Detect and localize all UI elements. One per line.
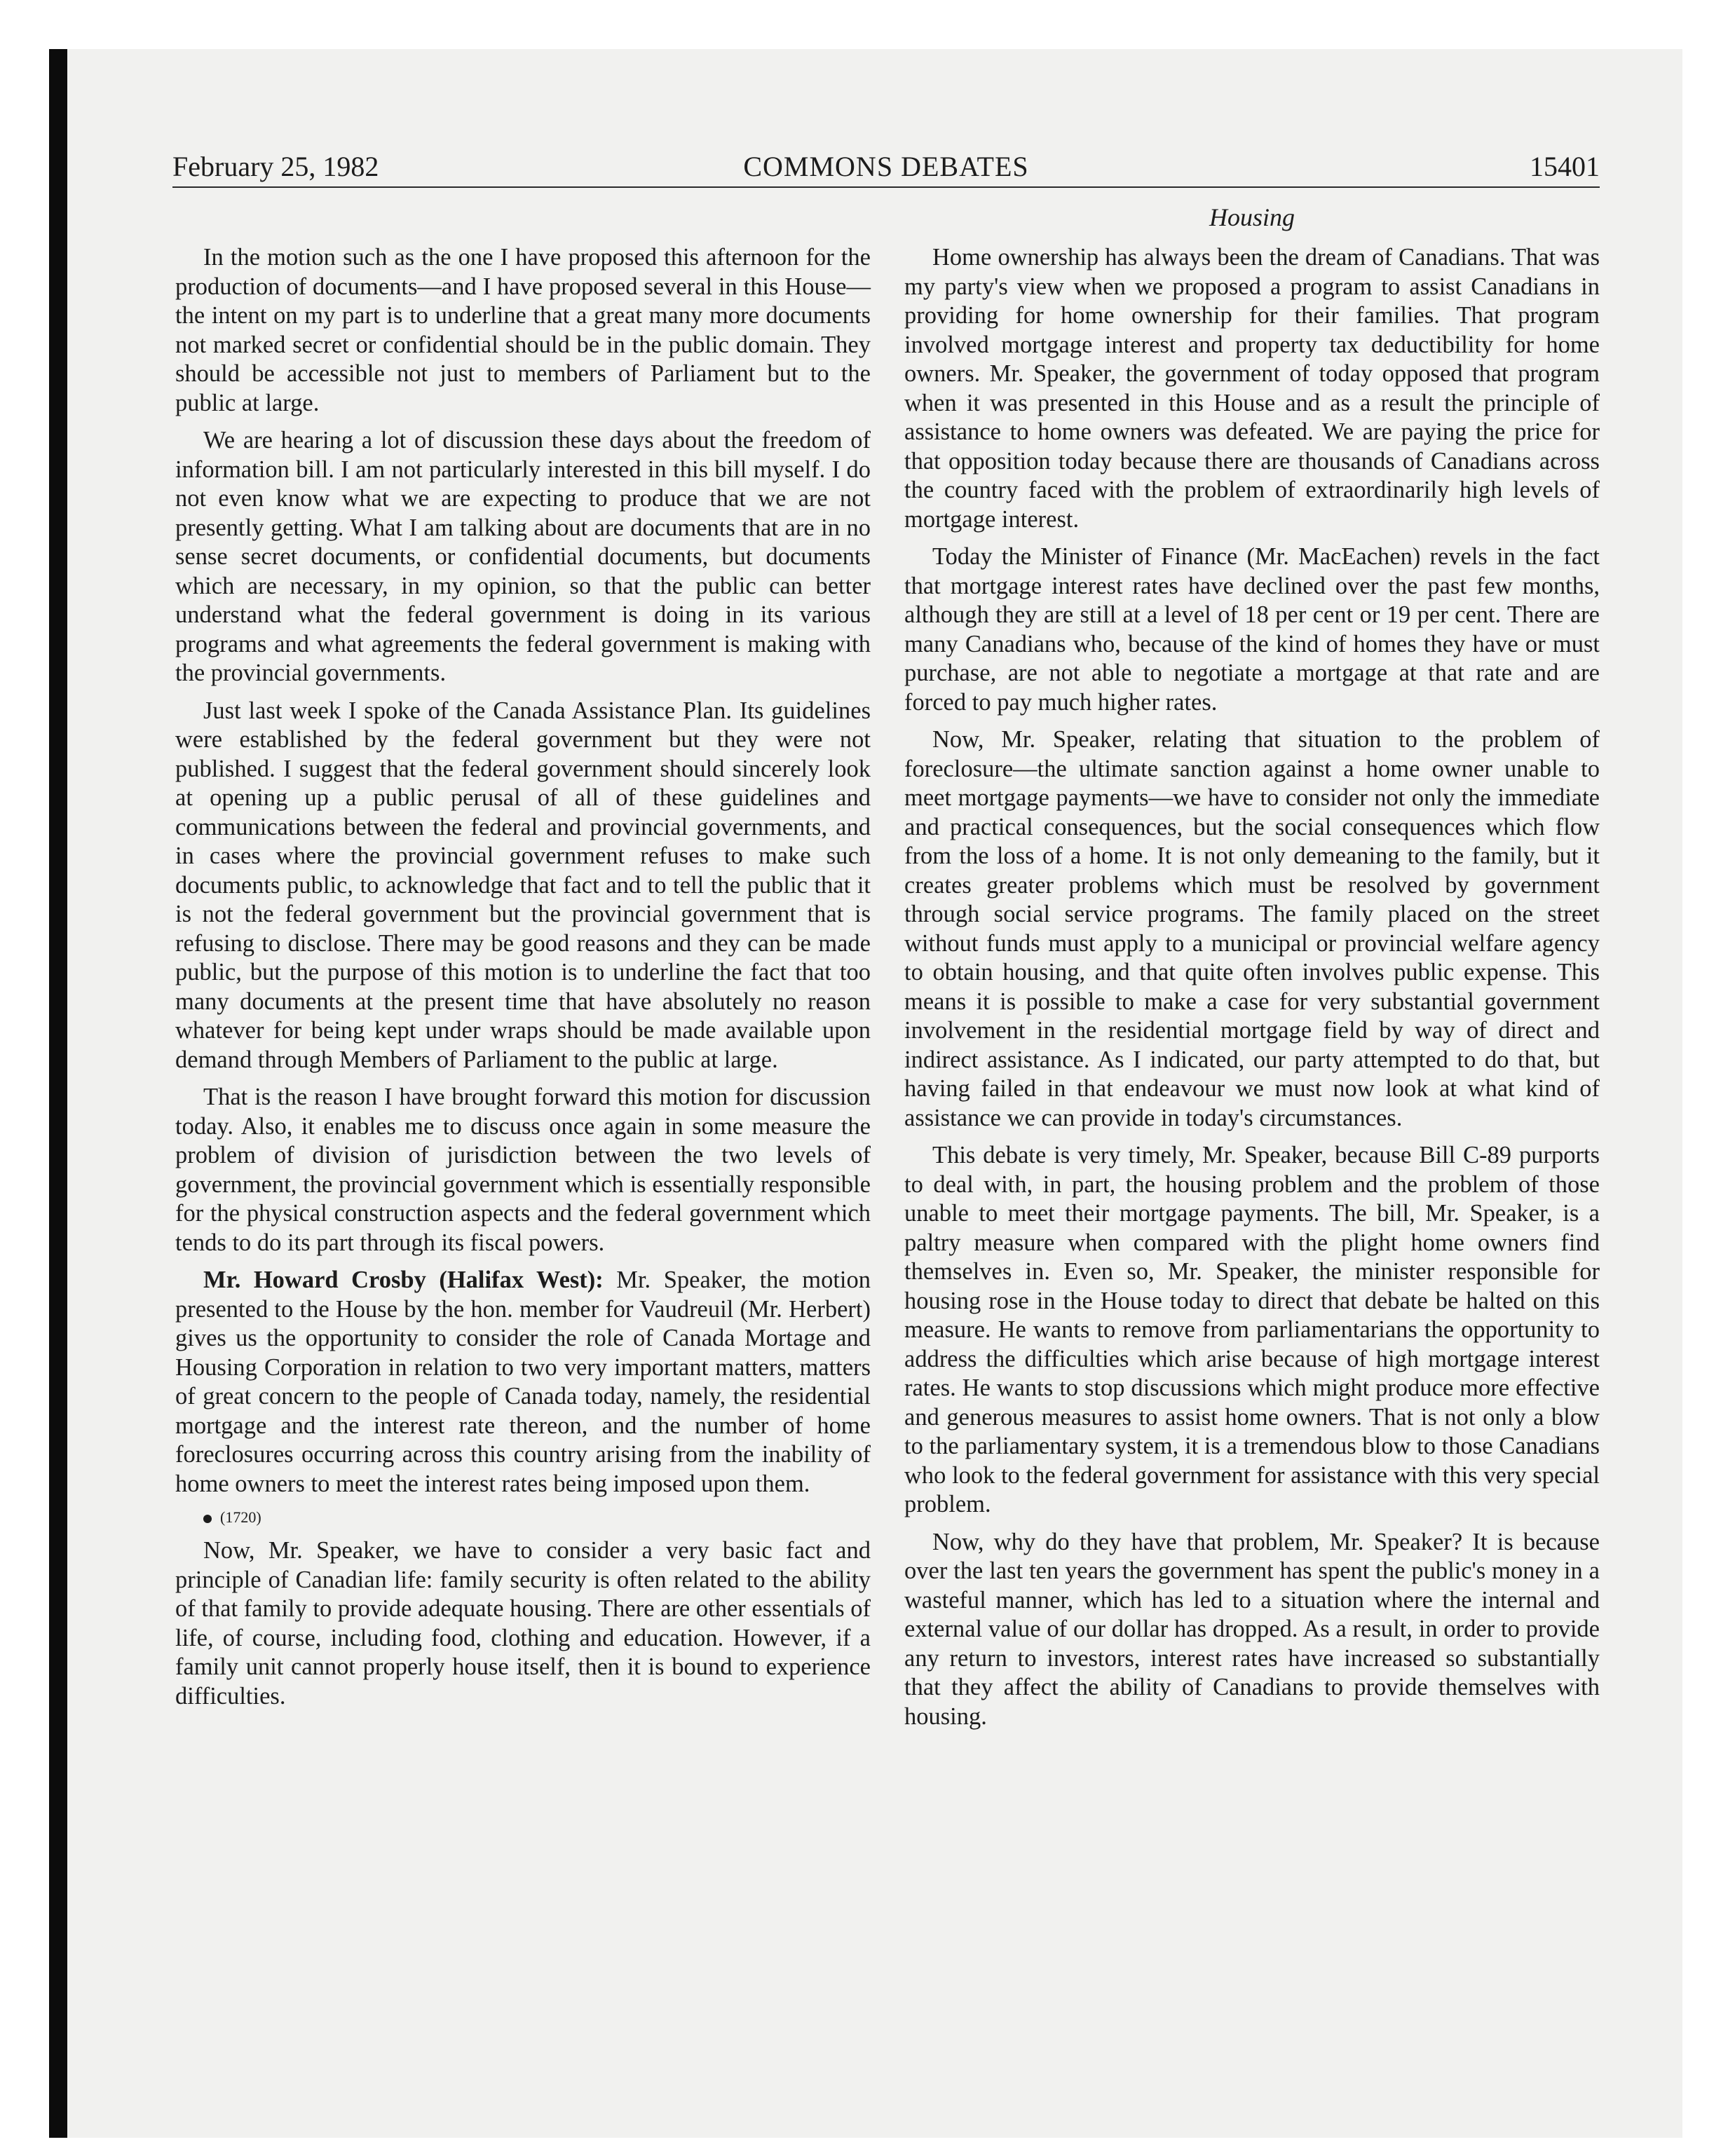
- header-rule: [172, 186, 1600, 188]
- paragraph: Just last week I spoke of the Canada Assistance Plan. Its guidelines were established by the federal government but they were not published. I suggest that the federal government should sincerely look at opening up a public perusal of all of these guidelines and communications between the federal and provincial governments, and in cases where the provincial government refuses to make such documents public, to acknowledge that fact and to tell the public that it is not the federal government but the provincial government that is refusing to disclose. There may be good reasons and they can be made public, but the purpose of this motion is to underline the fact that too many documents at the present time that have absolutely no reason whatever for being kept under wraps should be made available upon demand through Members of Parliament to the public at large.: [175, 697, 871, 1073]
- page-header: [172, 149, 1600, 185]
- timestamp-marker: [175, 1507, 871, 1528]
- timestamp: (1720): [220, 1508, 261, 1526]
- right-column: [904, 243, 1600, 1740]
- scan-binding-edge: [49, 49, 67, 2138]
- speaker-paragraph: [175, 1266, 871, 1499]
- paragraph: In the motion such as the one I have proposed this afternoon for the production of documents—and I have proposed several in this House—the intent on my part is to underline that a great many more documents not marked secret or confidential should be in the public domain. They should be accessible not just to members of Parliament but to the public at large.: [175, 244, 871, 416]
- paragraph: Now, Mr. Speaker, relating that situation to the problem of foreclosure—the ultimate sanction against a home owner unable to meet mortgage payments—we have to consider not only the immediate and practical consequences, but the social consequences which flow from the loss of a home. It is not only demeaning to the family, but it creates greater problems which must be resolved by government through social service programs. The family placed on the street without funds must apply to a municipal or provincial welfare agency to obtain housing, and that quite often involves public expense. This means it is possible to make a case for very substantial government involvement in the residential mortgage field by way of direct and indirect assistance. As I indicated, our party attempted to do that, but having failed in that endeavour we must now look at what kind of assistance we can provide in today's circumstances.: [904, 726, 1600, 1131]
- paragraph: Today the Minister of Finance (Mr. MacEachen) revels in the fact that mortgage interest rates have declined over the past few months, although they are still at a level of 18 per cent or 19 per cent. There are many Canadians who, because of the kind of homes they have or must purchase, are not able to negotiate a mortgage at that rate and are forced to pay much higher rates.: [904, 543, 1600, 716]
- header-title: COMMONS DEBATES: [743, 151, 1029, 182]
- paragraph: Now, Mr. Speaker, we have to consider a very basic fact and principle of Canadian life: family security is often related to the ability of that family to provide adequate housing. There are other essentials of life, of course, including food, clothing and education. However, if a family unit cannot properly house itself, then it is bound to experience difficulties.: [175, 1537, 871, 1710]
- speech-text: Mr. Speaker, the motion presented to the House by the hon. member for Vaudreuil (Mr. Herbert) gives us the opportunity to consider the role of Canada Mortage and Housing Corporation in relation to two very important matters, matters of great concern to the people of Canada today, namely, the residential mortgage and the interest rate thereon, and the number of home foreclosures occurring across this country arising from the inability of home owners to meet the interest rates being imposed upon them.: [175, 1267, 871, 1497]
- paragraph: We are hearing a lot of discussion these days about the freedom of information bill. I am not particularly interested in this bill myself. I do not even know what we are expecting to produce that we are not presently getting. What I am talking about are documents that are in no sense secret documents, or confidential documents, but documents which are necessary, in my opinion, so that the public can better understand what the federal government is doing in its various programs and what agreements the federal government is making with the provincial governments.: [175, 427, 871, 686]
- paragraph: Now, why do they have that problem, Mr. Speaker? It is because over the last ten years the government has spent the public's money in a wasteful manner, which has led to a situation where the internal and external value of our dollar has dropped. As a result, in order to provide any return to investors, interest rates have increased so substantially that they affect the ability of Canadians to provide themselves with housing.: [904, 1528, 1600, 1730]
- paragraph: That is the reason I have brought forward this motion for discussion today. Also, it enables me to discuss once again in some measure the problem of division of jurisdiction between the two levels of government, the provincial government which is essentially responsible for the physical construction aspects and the federal government which tends to do its part through its fiscal powers.: [175, 1084, 871, 1256]
- speaker-name: Mr. Howard Crosby (Halifax West):: [203, 1267, 604, 1293]
- header-page-number: 15401: [1530, 151, 1600, 182]
- paragraph: Home ownership has always been the dream of Canadians. That was my party's view when we proposed a program to assist Canadians in providing for home ownership for their families. That program involved mortgage interest and property tax deductibility for home owners. Mr. Speaker, the government of today opposed that program when it was presented in this House and as a result the principle of assistance to home owners was defeated. We are paying the price for that opposition today because there are thousands of Canadians across the country faced with the problem of extraordinarily high levels of mortgage interest.: [904, 244, 1600, 533]
- section-title: Housing: [1209, 203, 1295, 231]
- header-date: February 25, 1982: [172, 151, 379, 182]
- bullet-icon: [203, 1515, 212, 1523]
- paragraph: This debate is very timely, Mr. Speaker, because Bill C-89 purports to deal with, in part, the housing problem and the problem of those unable to meet their mortgage payments. The bill, Mr. Speaker, is a paltry measure when compared with the plight home owners find themselves in. Even so, Mr. Speaker, the minister responsible for housing rose in the House today to direct that debate be halted on this measure. He wants to remove from parliamentarians the opportunity to address the difficulties which arise because of high mortgage interest rates. He wants to stop discussions which might produce more effective and generous measures to assist home owners. That is not only a blow to the parliamentary system, it is a tremendous blow to those Canadians who look to the federal government for assistance with this very special problem.: [904, 1142, 1600, 1517]
- left-column: [175, 243, 871, 1719]
